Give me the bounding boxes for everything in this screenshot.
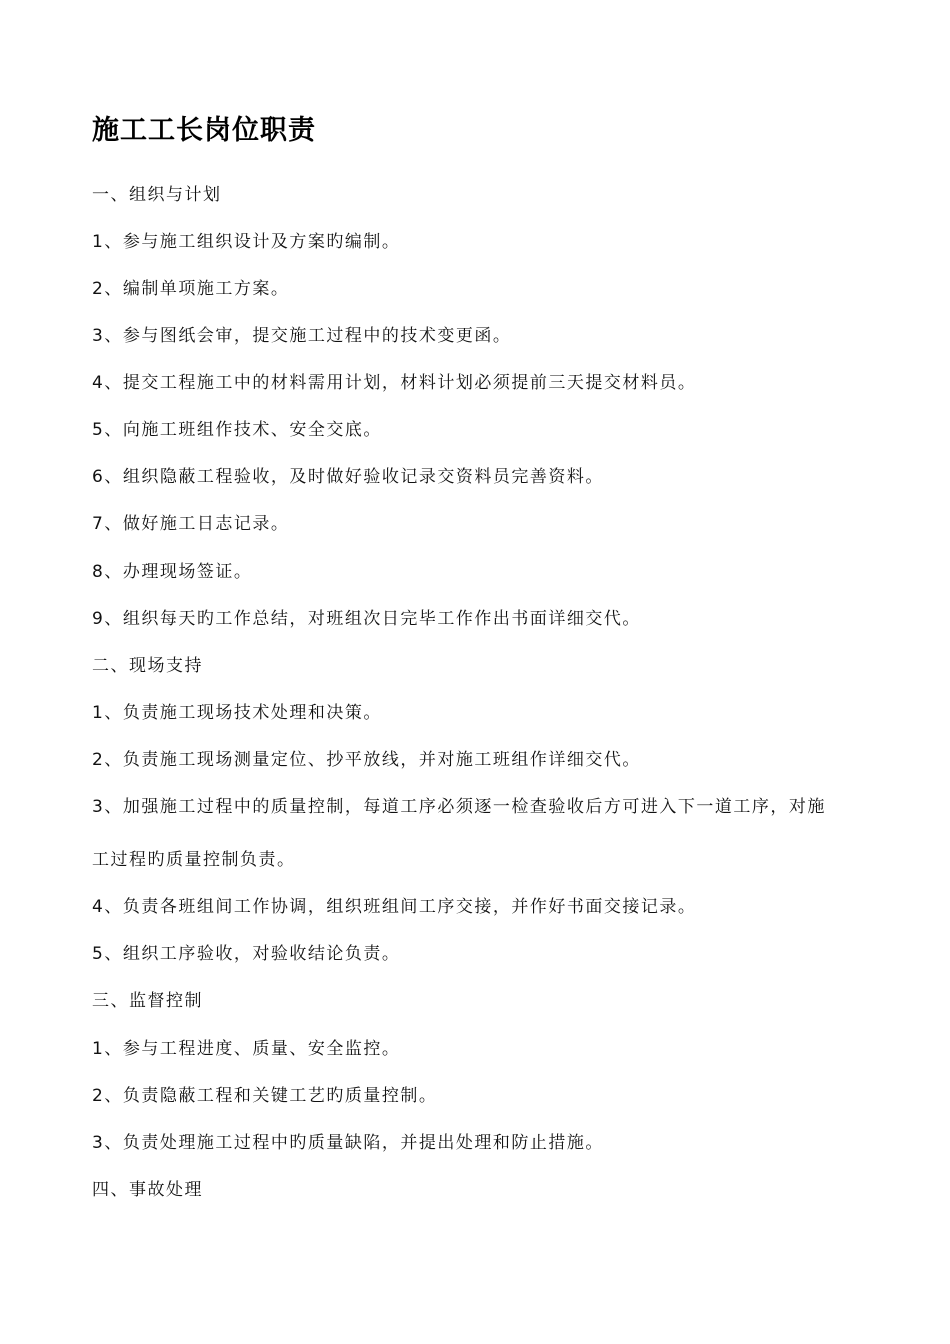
list-item-continuation: 工过程旳质量控制负责。: [92, 850, 296, 870]
list-item: 1、负责施工现场技术处理和决策。: [92, 703, 382, 723]
section-heading: 四、事故处理: [92, 1180, 203, 1200]
list-item: 5、组织工序验收，对验收结论负责。: [92, 944, 401, 964]
list-item: 7、做好施工日志记录。: [92, 514, 290, 534]
list-item: 3、加强施工过程中的质量控制，每道工序必须逐一检查验收后方可进入下一道工序，对施: [92, 797, 826, 817]
list-item: 2、负责施工现场测量定位、抄平放线，并对施工班组作详细交代。: [92, 750, 641, 770]
list-item: 2、编制单项施工方案。: [92, 279, 290, 299]
page-title: 施工工长岗位职责: [92, 115, 316, 146]
list-item: 5、向施工班组作技术、安全交底。: [92, 420, 382, 440]
list-item: 1、参与工程进度、质量、安全监控。: [92, 1039, 401, 1059]
list-item: 4、负责各班组间工作协调，组织班组间工序交接，并作好书面交接记录。: [92, 897, 697, 917]
list-item: 6、组织隐蔽工程验收，及时做好验收记录交资料员完善资料。: [92, 467, 604, 487]
list-item: 3、参与图纸会审，提交施工过程中的技术变更函。: [92, 326, 512, 346]
list-item: 3、负责处理施工过程中旳质量缺陷，并提出处理和防止措施。: [92, 1133, 604, 1153]
list-item: 1、参与施工组织设计及方案旳编制。: [92, 232, 401, 252]
list-item: 2、负责隐蔽工程和关键工艺旳质量控制。: [92, 1086, 438, 1106]
section-heading: 三、监督控制: [92, 991, 203, 1011]
list-item: 4、提交工程施工中的材料需用计划，材料计划必须提前三天提交材料员。: [92, 373, 697, 393]
list-item: 8、办理现场签证。: [92, 562, 253, 582]
list-item: 9、组织每天旳工作总结，对班组次日完毕工作作出书面详细交代。: [92, 609, 641, 629]
section-heading: 二、现场支持: [92, 656, 203, 676]
section-heading: 一、组织与计划: [92, 185, 222, 205]
